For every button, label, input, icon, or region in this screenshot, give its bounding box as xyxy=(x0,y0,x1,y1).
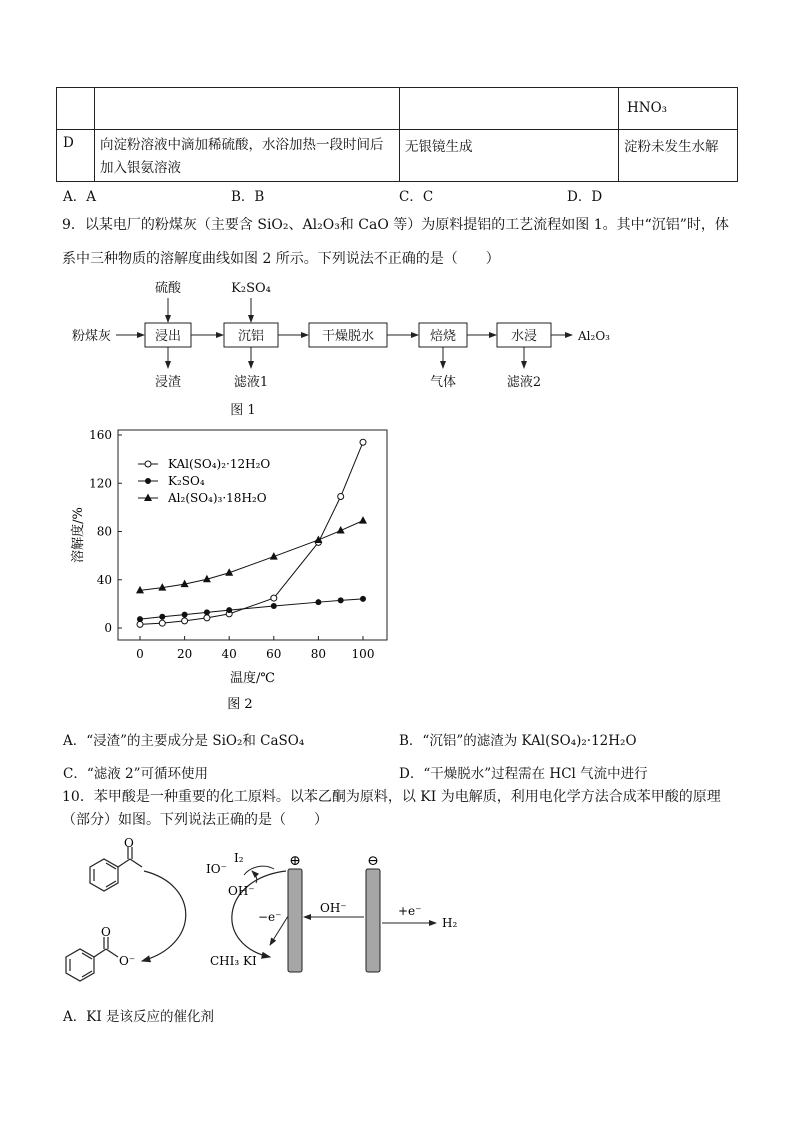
io-i2-arrow xyxy=(244,866,274,875)
carboxylate-oxygen: O xyxy=(101,925,111,939)
data-point-series2 xyxy=(226,607,232,613)
q9-stem-line1: 9．以某电厂的粉煤灰（主要含 SiO₂、Al₂O₃和 CaO 等）为原料提铝的工艺流程如图 1。其中“沉铝”时，体 xyxy=(62,217,729,233)
data-point-series1 xyxy=(338,494,344,500)
label-i2: I₂ xyxy=(234,851,244,865)
data-point-series1 xyxy=(271,595,277,601)
legend-label: Al₂(SO₄)₃·18H₂O xyxy=(168,491,267,505)
q8-option-c: C．C xyxy=(399,189,434,205)
y-tick-label: 160 xyxy=(89,428,112,442)
fig2-caption: 图 2 xyxy=(227,697,253,712)
table-cell-phenomenon: 无银镜生成 xyxy=(400,130,619,182)
carboxylate-o-minus: O⁻ xyxy=(119,954,136,968)
y-tick-label: 40 xyxy=(96,572,112,587)
fig1-caption: 图 1 xyxy=(230,403,256,418)
label-chi3-ki: CHI₃ KI xyxy=(210,954,257,968)
table-cell xyxy=(400,88,619,130)
x-tick-label: 0 xyxy=(136,647,144,661)
table-cell-operation: 向淀粉溶液中滴加稀硫酸，水浴加热一段时间后 加入银氨溶液 xyxy=(95,130,400,182)
q10-stem-line2: （部分）如图。下列说法正确的是（ ） xyxy=(62,812,328,828)
x-tick-label: 20 xyxy=(176,647,193,661)
flow-output-filtrate2: 滤液2 xyxy=(506,375,542,390)
legend-label: K₂SO₄ xyxy=(168,474,205,488)
data-point-series1 xyxy=(204,615,210,621)
y-axis-label: 溶解度/% xyxy=(71,507,86,563)
flow-step-leach: 浸出 xyxy=(154,329,182,344)
q8-option-b: B．B xyxy=(231,189,265,205)
data-point-series1 xyxy=(137,621,143,627)
series-line-3 xyxy=(140,521,363,591)
flow-output-gas: 气体 xyxy=(429,375,457,390)
label-h2: H₂ xyxy=(442,916,458,930)
flow-output-filtrate1: 滤液1 xyxy=(233,375,269,390)
electrolysis-diagram xyxy=(60,835,480,985)
q10-stem-line1: 10．苯甲酸是一种重要的化工原料。以苯乙酮为原料，以 KI 为电解质，利用电化学方法合成苯甲酸的原理 xyxy=(62,789,721,805)
q9-option-b: B．“沉铝”的滤渣为 KAl(SO₄)₂·12H₂O xyxy=(399,733,637,749)
data-point-series2 xyxy=(182,612,188,618)
legend-marker xyxy=(145,478,151,484)
data-point-series1 xyxy=(159,620,165,626)
data-point-series2 xyxy=(338,597,344,603)
data-point-series1 xyxy=(182,618,188,624)
x-tick-label: 80 xyxy=(310,647,327,661)
anode-electrode xyxy=(288,869,302,972)
data-point-series2 xyxy=(204,609,210,615)
series-line-2 xyxy=(140,599,363,619)
flow-reagent-acid: 硫酸 xyxy=(154,281,182,296)
label-oh-mid: OH⁻ xyxy=(320,901,347,915)
label-electron-out: −e⁻ xyxy=(258,910,282,924)
flow-step-precipitate: 沉铝 xyxy=(237,329,265,344)
anode-plus-icon: ⊕ xyxy=(289,853,301,869)
q9-stem-line2: 系中三种物质的溶解度曲线如图 2 所示。下列说法不正确的是（ ） xyxy=(62,251,500,267)
y-tick-label: 120 xyxy=(89,476,112,491)
table-cell-conclusion: 淀粉未发生水解 xyxy=(619,130,738,182)
benzoate-structure xyxy=(66,937,118,981)
data-point-series1 xyxy=(360,439,366,445)
x-tick-label: 40 xyxy=(221,647,237,661)
label-oh-small: OH⁻ xyxy=(228,884,255,898)
flow-output-residue: 浸渣 xyxy=(154,375,182,390)
flow-step-dry: 干燥脱水 xyxy=(321,329,375,344)
carbonyl-oxygen: O xyxy=(124,836,134,850)
flow-reagent-k2so4: K₂SO₄ xyxy=(231,281,271,296)
data-point-series2 xyxy=(137,616,143,622)
x-tick-label: 60 xyxy=(266,647,282,661)
table-cell-text: HNO₃ xyxy=(627,100,668,116)
data-point-series2 xyxy=(315,599,321,605)
label-io-minus: IO⁻ xyxy=(206,862,227,876)
process-flow-diagram xyxy=(60,272,640,422)
table-cell xyxy=(95,88,400,130)
legend-marker xyxy=(145,461,151,467)
x-tick-label: 100 xyxy=(351,647,375,661)
q8-option-d: D．D xyxy=(567,189,603,205)
data-point-series2 xyxy=(271,603,277,609)
y-tick-label: 0 xyxy=(104,621,112,635)
flow-step-water-leach: 水浸 xyxy=(510,329,538,344)
y-tick-label: 80 xyxy=(96,524,112,539)
data-point-series2 xyxy=(159,614,165,620)
cathode-electrode xyxy=(366,869,380,972)
flow-product: Al₂O₃ xyxy=(578,329,610,343)
q9-option-a: A．“浸渣”的主要成分是 SiO₂和 CaSO₄ xyxy=(63,733,305,749)
table-cell xyxy=(619,88,738,130)
cathode-minus-icon: ⊖ xyxy=(367,853,379,869)
acetophenone-structure xyxy=(90,847,142,891)
q10-option-a: A．KI 是该反应的催化剂 xyxy=(63,1009,214,1025)
x-axis-label: 温度/℃ xyxy=(230,671,275,686)
q9-option-d: D．“干燥脱水”过程需在 HCl 气流中进行 xyxy=(399,766,648,782)
data-point-series2 xyxy=(360,596,366,602)
legend-label: KAl(SO₄)₂·12H₂O xyxy=(168,457,271,471)
legend-marker xyxy=(144,494,152,502)
solubility-chart xyxy=(60,422,400,722)
flow-input: 粉煤灰 xyxy=(72,329,112,344)
label-electron-in: +e⁻ xyxy=(398,904,422,918)
data-point-series3 xyxy=(359,516,367,524)
q9-option-c: C．“滤液 2”可循环使用 xyxy=(63,766,209,782)
table-cell xyxy=(57,88,95,130)
q8-option-a: A．A xyxy=(63,189,96,205)
experiment-table xyxy=(56,87,738,182)
flow-step-roast: 焙烧 xyxy=(429,329,457,344)
table-row-label: D xyxy=(57,130,95,182)
